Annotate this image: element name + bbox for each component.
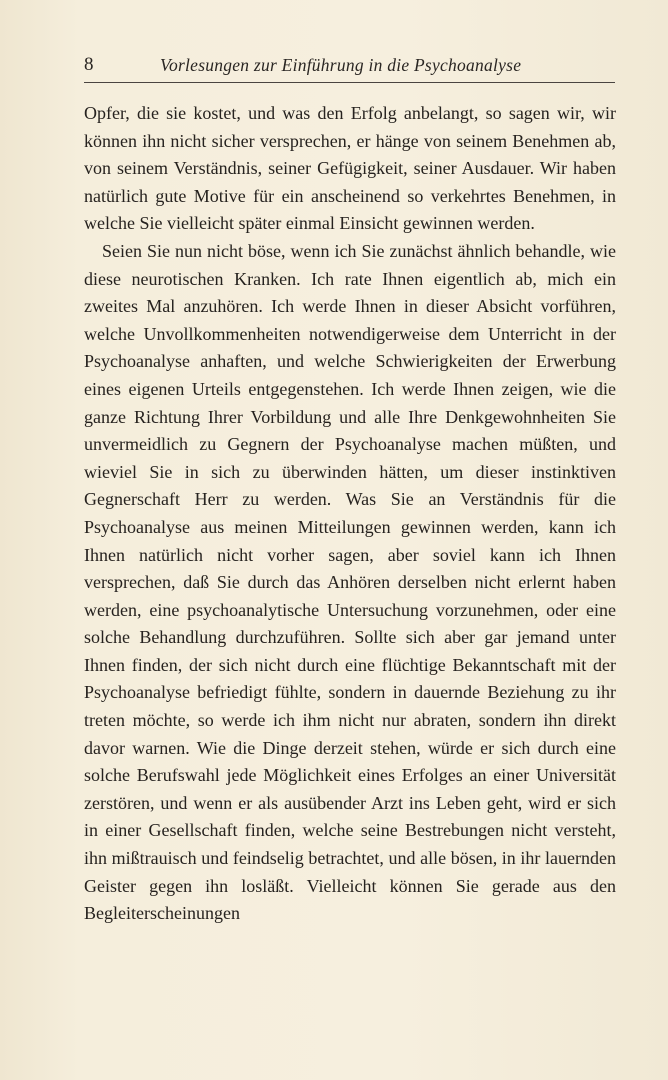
paragraph: Seien Sie nun nicht böse, wenn ich Sie zunächst ähnlich behandle, wie diese neurotischen Kranken. Ich rate Ihnen eigentlich ab, mich ein zweites Mal anzuhören. Ich werde Ihnen in dieser Absicht vorführen, welche Unvollkommenheiten notwendigerweise dem Unterricht in der Psychoanalyse anhaften, und welche Schwierigkeiten der Erwerbung eines eigenen Urteils entgegenstehen. Ich werde Ihnen zeigen, wie die ganze Richtung Ihrer Vorbildung und alle Ihre Denkgewohnheiten Sie unvermeidlich zu Gegnern der Psychoanalyse machen müßten, und wieviel Sie in sich zu überwinden hätten, um dieser instinktiven Gegnerschaft Herr zu werden. Was Sie an Verständnis für die Psychoanalyse aus meinen Mitteilungen gewinnen werden, kann ich Ihnen natürlich nicht vorher sagen, aber soviel kann ich Ihnen versprechen, daß Sie durch das Anhören derselben nicht erlernt haben werden, eine psychoanalytische Untersuchung vorzunehmen, oder eine solche Behandlung durchzuführen. Sollte sich aber gar jemand unter Ihnen finden, der sich nicht durch eine flüchtige Bekanntschaft mit der Psychoanalyse befriedigt fühlte, sondern in dauernde Beziehung zu ihr treten möchte, so werde ich ihm nicht nur abraten, sondern ihn direkt davor warnen. Wie die Dinge derzeit stehen, würde er sich durch eine solche Berufswahl jede Möglichkeit eines Erfolges an einer Universität zerstören, und wenn er als ausübender Arzt ins Leben geht, wird er sich in einer Gesellschaft finden, welche seine Bestrebungen nicht versteht, ihn mißtrauisch und feindselig betrachtet, und alle bösen, in ihr lauernden Geister gegen ihn losläßt. Vielleicht können Sie gerade aus den Begleiterscheinungen <box>84 240 616 924</box>
header-rule <box>84 82 615 83</box>
paragraph: Opfer, die sie kostet, und was den Erfolg anbelangt, so sagen wir, wir können ihn nicht sicher versprechen, er hänge von seinem Benehmen ab, von seinem Verständnis, seiner Gefügigkeit, seiner Ausdauer. Wir haben natürlich gute Motive für ein anscheinend so verkehrtes Benehmen, in welche Sie vielleicht später einmal Einsicht gewinnen werden. <box>84 103 616 234</box>
body-text <box>84 100 616 928</box>
running-title: Vorlesungen zur Einführung in die Psychoanalyse <box>160 55 522 75</box>
page-header <box>84 52 614 80</box>
page-number: 8 <box>84 54 94 75</box>
